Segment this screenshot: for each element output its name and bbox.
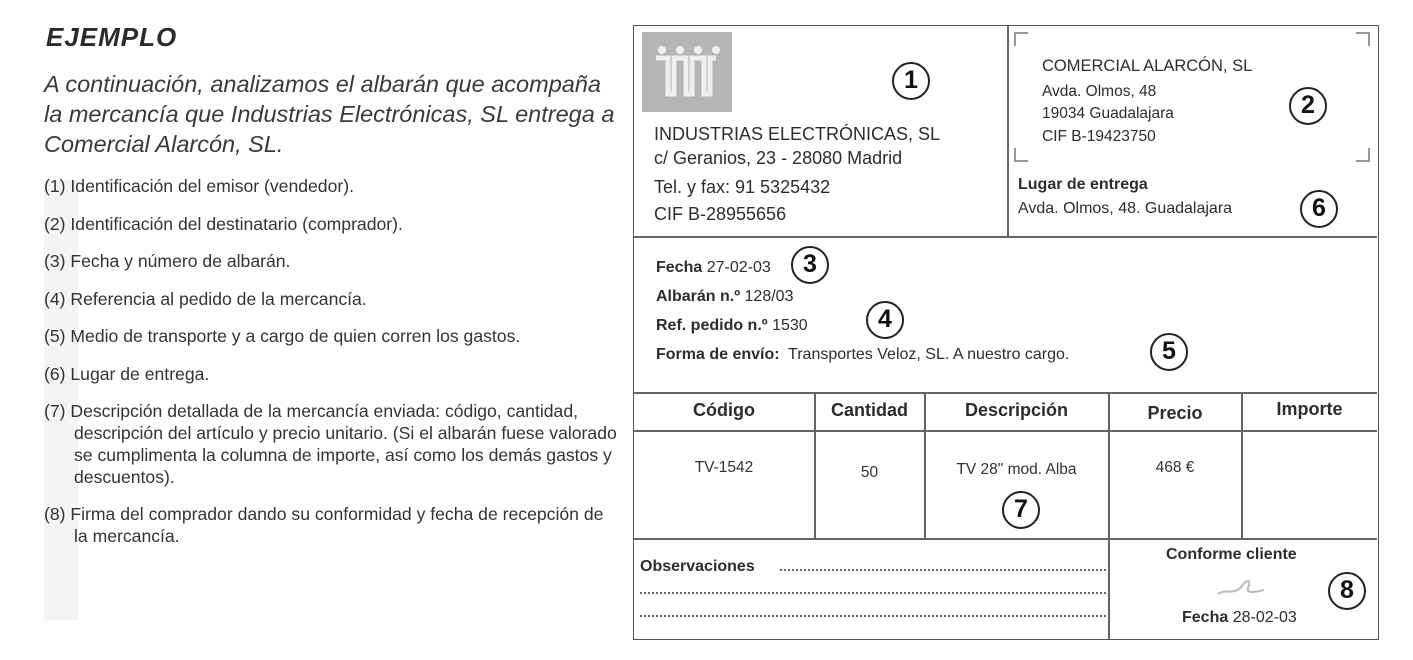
signature-image (1216, 574, 1266, 600)
albaran-number-value: 128/03 (744, 288, 794, 305)
marker-8: 8 (1328, 572, 1366, 610)
issuer-name: INDUSTRIAS ELECTRÓNICAS, SL (654, 124, 941, 144)
observaciones-dotted-line (780, 569, 1106, 571)
section-heading: EJEMPLO (46, 22, 178, 52)
list-item: (6) Lugar de entrega. (44, 363, 210, 384)
buyer-cif: CIF B-19423750 (1042, 128, 1156, 145)
address-window-corner (1356, 32, 1370, 46)
buyer-city: 19034 Guadalajara (1042, 105, 1174, 122)
company-logo (642, 32, 732, 112)
issuer-phone: Tel. y fax: 91 5325432 (654, 177, 831, 197)
intro-paragraph: A continuación, analizamos el albarán que acompaña la mercancía que Industrias Electrónicas, SL entrega a Comercial Alarcón, SL. (44, 71, 615, 157)
observaciones-dotted-line (640, 592, 1106, 594)
marker-3: 3 (791, 246, 829, 284)
cell-descripcion: TV 28" mod. Alba (956, 461, 1077, 478)
column-header-codigo: Código (693, 400, 755, 420)
address-window-corner (1014, 32, 1028, 46)
cell-precio: 468 € (1155, 459, 1195, 476)
albaran-document (633, 25, 1379, 640)
list-item: (5) Medio de transporte y a cargo de quien corren los gastos. (44, 326, 521, 346)
divider (1007, 26, 1009, 236)
conforme-fecha-value: 28-02-03 (1232, 609, 1297, 626)
fecha-label: Fecha (656, 259, 703, 276)
list-item: (2) Identificación del destinatario (comprador). (44, 213, 403, 234)
list-item: (3) Fecha y número de albarán. (44, 251, 291, 271)
list-item: (7) Descripción detallada de la mercancía enviada: código, cantidad, descripción del artículo y precio unitario. (Si el albarán fuese valorado se cumplimenta la columna de importe, así como los demás gastos y descuentos). (44, 401, 617, 487)
explanation-column (0, 0, 620, 660)
marker-6: 6 (1300, 190, 1338, 228)
column-header-precio: Precio (1147, 403, 1203, 423)
marker-5: 5 (1150, 333, 1188, 371)
pedido-line (656, 317, 808, 335)
divider (634, 236, 1377, 238)
column-header-importe: Importe (1276, 399, 1343, 419)
divider (1108, 392, 1110, 639)
conforme-fecha-line (1182, 609, 1297, 627)
buyer-name: COMERCIAL ALARCÓN, SL (1042, 57, 1253, 75)
address-window-corner (1014, 148, 1028, 162)
column-header-descripcion: Descripción (964, 400, 1069, 420)
conforme-label: Conforme cliente (1166, 546, 1297, 563)
issuer-address: c/ Geranios, 23 - 28080 Madrid (654, 148, 903, 168)
list-item: (1) Identificación del emisor (vendedor). (44, 176, 354, 196)
observaciones-dotted-line (640, 615, 1106, 617)
marker-1: 1 (892, 62, 930, 100)
delivery-label: Lugar de entrega (1018, 176, 1148, 193)
points-list (44, 175, 619, 562)
fecha-value: 27-02-03 (706, 259, 771, 276)
buyer-street: Avda. Olmos, 48 (1042, 83, 1157, 100)
fecha-line (656, 259, 771, 277)
list-item: (4) Referencia al pedido de la mercancía. (44, 288, 367, 309)
albaran-number-label: Albarán n.º (656, 288, 741, 305)
column-header-cantidad: Cantidad (830, 400, 908, 420)
marker-4: 4 (866, 301, 904, 339)
albaran-number-line (656, 288, 793, 306)
logo-mark (642, 32, 732, 112)
marker-2: 2 (1289, 87, 1327, 125)
list-item: (8) Firma del comprador dando su conformidad y fecha de recepción de la mercancía. (44, 504, 604, 546)
envio-line (656, 346, 1069, 364)
cell-cantidad: 50 (860, 464, 879, 481)
envio-label: Forma de envío: (656, 346, 780, 363)
pedido-label: Ref. pedido n.º (656, 317, 768, 334)
observaciones-label: Observaciones (640, 558, 755, 575)
address-window-corner (1356, 148, 1370, 162)
cell-codigo: TV-1542 (694, 459, 754, 476)
marker-7: 7 (1002, 491, 1040, 529)
divider (634, 430, 1377, 432)
issuer-cif: CIF B-28955656 (654, 204, 787, 224)
pedido-value: 1530 (772, 317, 808, 334)
conforme-fecha-label: Fecha (1182, 609, 1229, 626)
delivery-value: Avda. Olmos, 48. Guadalajara (1018, 200, 1233, 217)
divider (634, 392, 1377, 394)
divider (634, 538, 1377, 540)
envio-value: Transportes Veloz, SL. A nuestro cargo. (788, 346, 1070, 363)
